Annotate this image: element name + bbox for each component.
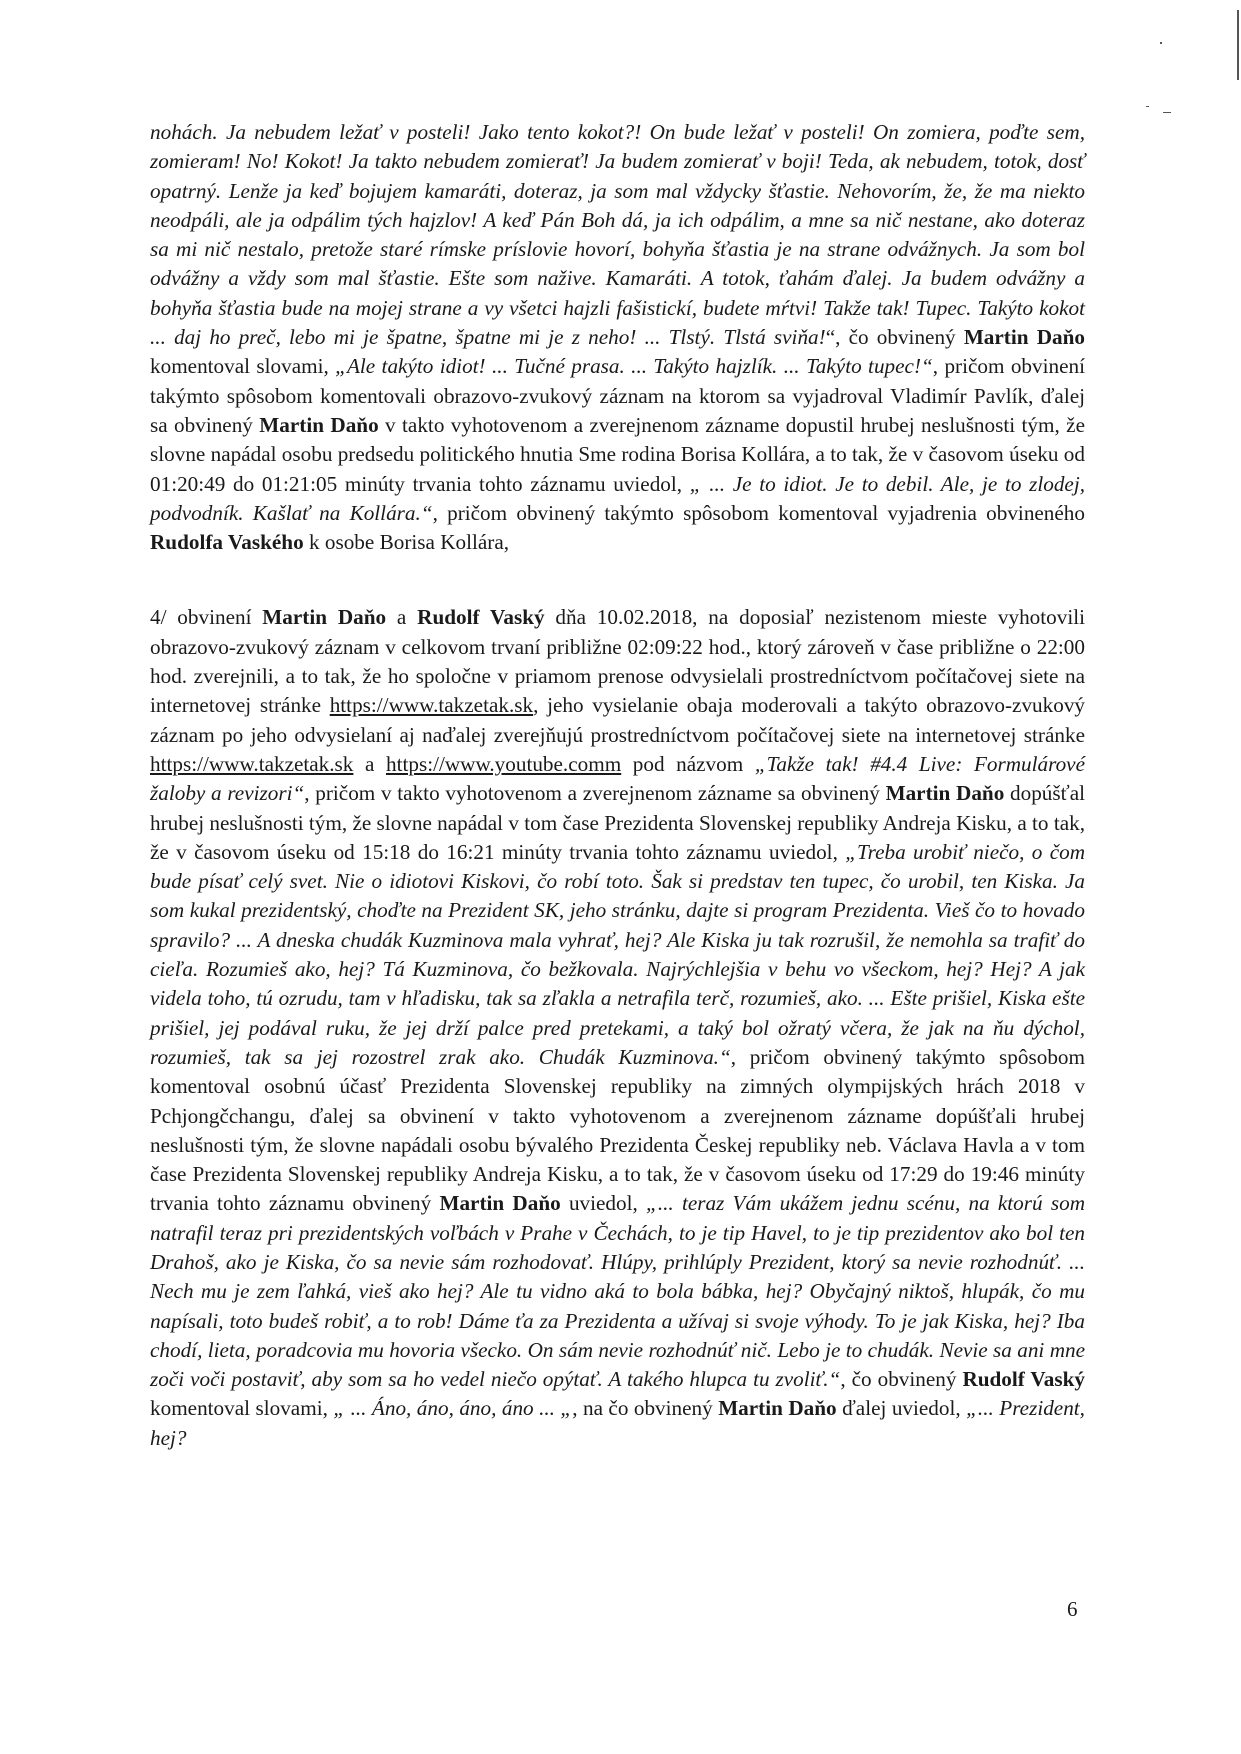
text-run: , pričom obvinený takýmto spôsobom komentoval osobnú účasť Prezidenta Slovenskej republiky na zimných olympijských hrách 2018 v Pchjongčchangu, ďalej sa obvinení v takto vyhotovenom a zverejnenom zázname dopúšťali hrubej neslušnosti tým, že slovne napádali osobu bývalého Prezidenta Českej republiky neb. Václava Havla a v tom čase Prezidenta Slovenskej republiky Andreja Kisku, a to tak, že v časovom úseku od 17:29 do 19:46 minúty trvania tohto záznamu obvinený bbox=[150, 1044, 1085, 1216]
person-name: Rudolf Vaský bbox=[962, 1367, 1086, 1392]
url-text: https://www.youtube.comm bbox=[385, 751, 622, 776]
paragraph-item-4 bbox=[150, 603, 1085, 1453]
document-body bbox=[150, 118, 1085, 1453]
quoted-speech: „... Prezident, hej? bbox=[150, 1396, 1085, 1450]
scan-artifact bbox=[1160, 42, 1162, 44]
url-text: https://www.takzetak.sk bbox=[329, 693, 534, 718]
person-name: Martin Daňo bbox=[885, 781, 1005, 806]
text-run: uviedol, bbox=[560, 1191, 647, 1216]
scan-artifact bbox=[1163, 112, 1171, 113]
text-run: , pričom obvinený takýmto spôsobom komentoval vyjadrenia obvineného bbox=[432, 500, 1085, 525]
person-name: Martin Daňo bbox=[718, 1396, 837, 1421]
quoted-speech: „Treba urobiť niečo, o čom bude písať celý svet. Nie o idiotovi Kiskovi, čo robí toto. Šak si predstav ten tupec, čo urobil, ten Kiska. Ja som kukal prezidentský, choďte na Prezident SK, jeho stránku, dajte si program Prezidenta. Vieš čo to hovado spravilo? ... A dneska chudák Kuzminova mala vyhrať, hej? Ale Kiska ju tak rozrušil, že nemohla sa trafiť do cieľa. Rozumieš ako, hej? Tá Kuzminova, čo bežkovala. Najrýchlejšia v behu vo všeckom, hej? Hej? A jak videla toho, tú ozrudu, tam v hľadisku, tak sa zľakla a netrafila terč, rozumieš, ako. ... Ešte prišiel, Kiska ešte prišiel, jej podával ruku, že jej drží palce pred pretekami, a taký bol ožratý včera, že jak na ňu dýchol, rozumieš, tak sa jej rozostrel zrak ako. Chudák Kuzminova.“ bbox=[150, 839, 1085, 1069]
person-name: Martin Daňo bbox=[963, 325, 1085, 350]
text-run: 4/ obvinení bbox=[150, 605, 263, 630]
quoted-speech: „ ... Áno, áno, áno, áno ... „ bbox=[333, 1396, 573, 1421]
person-name: Rudolf Vaský bbox=[417, 605, 545, 630]
text-run: dňa 10.02.2018, na doposiaľ nezistenom mieste vyhotovili obrazovo-zvukový záznam v celkovom trvaní približne 02:09:22 hod., ktorý zároveň v čase približne o 22:00 hod. zverejnili, a to tak, že ho spoločne v priamom prenose odvysielali prostredníctvom počítačovej siete na internetovej stránke bbox=[150, 605, 1086, 718]
quoted-speech: „Ale takýto idiot! ... Tučné prasa. ... Takýto hajzlík. ... Takýto tupec!“ bbox=[335, 354, 933, 379]
quoted-speech: „Takže tak! #4.4 Live: Formulárové žaloby a revizori“ bbox=[150, 751, 1085, 806]
quoted-speech: nohách. Ja nebudem ležať v posteli! Jako tento kokot?! On bude ležať v posteli! On zomiera, poďte sem, zomieram! No! Kokot! Ja takto nebudem zomierať! Ja budem zomierať v boji! Teda, ak nebudem, totok, dosť opatrný. Lenže ja keď bojujem kamaráti, doteraz, ja som mal vždycky šťastie. Nehovorím, že, že ma niekto neodpáli, ale ja odpálim tých hajzlov! A keď Pán Boh dá, ja ich odpálim, a mne sa nič nestane, ako doteraz sa mi nič nestalo, pretože staré rímske príslovie hovorí, bohyňa šťastia je na strane odvážnych. Ja som bol odvážny a vždy som mal šťastie. Ešte som nažive. Kamaráti. A totok, ťahám ďalej. Ja budem odvážny a bohyňa šťastia bude na mojej strane a vy všetci hajzli fašistickí, budete mŕtvi! Takže tak! Tupec. Takýto kokot ... daj ho preč, lebo mi je špatne, špatne mi je z neho! ... Tlstý. Tlstá sviňa! bbox=[150, 120, 1085, 350]
text-run: dopúšťal hrubej neslušnosti tým, že slovne napádal v tom čase Prezidenta Slovenskej republiky Andreja Kisku, a to tak, že v časovom úseku od 15:18 do 16:21 minúty trvania tohto záznamu uviedol, bbox=[150, 781, 1085, 864]
text-run: pod názvom bbox=[621, 751, 755, 776]
paragraph-continuation bbox=[150, 118, 1085, 557]
paragraph-gap bbox=[150, 557, 1085, 603]
person-name: Martin Daňo bbox=[439, 1191, 561, 1216]
text-run: komentoval slovami, bbox=[150, 1396, 334, 1421]
quoted-speech: „... teraz Vám ukážem jednu scénu, na ktorú som natrafil teraz pri prezidentských voľbách v Prahe v Čechách, to je tip Havel, to je tip prezidentov ako bol ten Drahoš, ako je Kiska, čo sa nevie sám rozhodovať. Hlúpy, prihlúply Prezident, ktorý sa nevie rozhodnúť. ... Nech mu je zem ľahká, vieš ako hej? Ale tu vidno aká to bola bábka, hej? Obyčajný niktoš, hlupák, čo mu napísali, toto budeš robiť, a to rob! Dáme ťa za Prezidenta a užívaj si svoje výhody. To je jak Kiska, hej? Iba chodí, lieta, poradcovia mu hovoria všecko. On sám nevie rozhodnúť nič. Lebo je to chudák. Nevie sa ani mne zoči voči postaviť, aby som sa ho vedel niečo opýtať. A takého hlupca tu zvoliť.“ bbox=[150, 1191, 1085, 1392]
page-number: 6 bbox=[1067, 1597, 1078, 1621]
text-run: v takto vyhotovenom a zverejnenom zázname dopustil hrubej neslušnosti tým, že slovne napádal osobu predsedu politického hnutia Sme rodina Borisa Kollára, a to tak, že v časovom úseku od 01:20:49 do 01:21:05 minúty trvania tohto záznamu uviedol, bbox=[150, 412, 1085, 496]
url-text: https://www.takzetak.sk bbox=[150, 751, 354, 776]
text-run: “, čo obvinený bbox=[825, 325, 964, 350]
person-name: Martin Daňo bbox=[259, 412, 379, 437]
text-run: , čo obvinený bbox=[840, 1367, 963, 1392]
text-run: , pričom v takto vyhotovenom a zverejnenom zázname sa obvinený bbox=[304, 781, 886, 806]
text-run: , jeho vysielanie obaja moderovali a takýto obrazovo-zvukový záznam po jeho odvysielaní aj naďalej zverejňujú prostredníctvom počítačovej siete na internetovej stránke bbox=[150, 693, 1086, 747]
text-run: ďalej uviedol, bbox=[836, 1396, 967, 1421]
quoted-speech: „ ... Je to idiot. Je to debil. Ale, je to zlodej, podvodník. Kašlať na Kollára.“ bbox=[150, 471, 1086, 525]
text-run: komentoval slovami, bbox=[150, 354, 336, 379]
scan-artifact bbox=[1146, 106, 1149, 107]
text-run: a bbox=[386, 605, 418, 630]
text-run: , pričom obvinení takýmto spôsobom komentovali obrazovo-zvukový záznam na ktorom sa vyjadroval Vladimír Pavlík, ďalej sa obvinený bbox=[150, 354, 1085, 437]
text-run: , na čo obvinený bbox=[572, 1396, 719, 1421]
text-run: k osobe Borisa Kollára, bbox=[303, 530, 510, 555]
person-name: Martin Daňo bbox=[262, 605, 387, 630]
text-run: a bbox=[353, 751, 386, 776]
person-name: Rudolfa Vaského bbox=[150, 530, 304, 555]
scan-artifact bbox=[1237, 10, 1239, 80]
